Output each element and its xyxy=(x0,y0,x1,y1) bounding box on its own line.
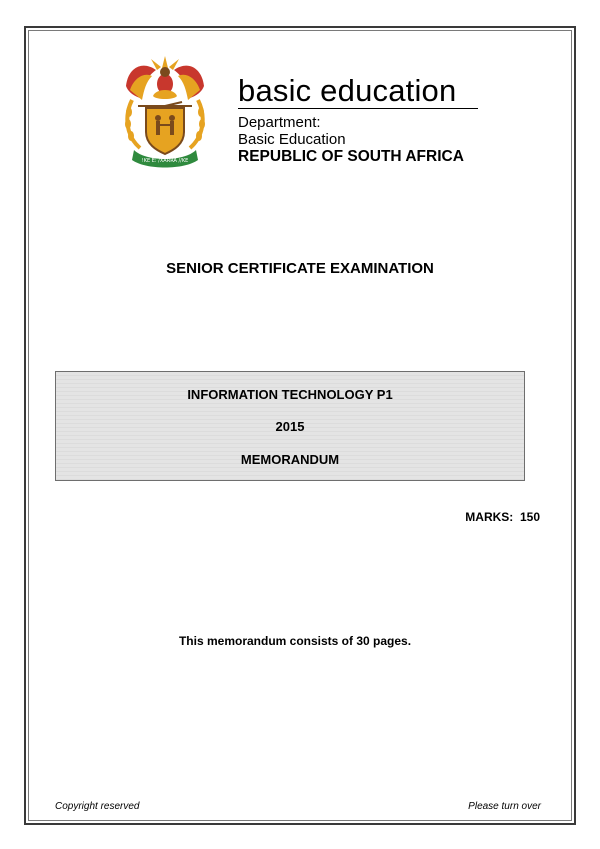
coat-of-arms-icon xyxy=(118,50,212,168)
exam-title: SENIOR CERTIFICATE EXAMINATION xyxy=(166,260,434,277)
subject-title: INFORMATION TECHNOLOGY P1 xyxy=(187,387,393,402)
marks-value: 150 xyxy=(519,510,540,524)
department-name: Basic Education xyxy=(238,131,346,148)
country-name: REPUBLIC OF SOUTH AFRICA xyxy=(238,148,464,165)
footer-turn-over: Please turn over xyxy=(468,801,541,812)
crest-motto-text: !KE E: /XARRA //KE xyxy=(141,158,189,164)
title-box xyxy=(55,371,525,481)
brand-block xyxy=(238,74,456,108)
pages-note: This memorandum consists of 30 pages. xyxy=(178,634,412,648)
exam-year: 2015 xyxy=(275,419,305,434)
marks-line xyxy=(465,510,540,524)
brand-divider xyxy=(238,108,478,109)
footer-copyright: Copyright reserved xyxy=(55,801,140,812)
brand-title: basic education xyxy=(238,73,457,108)
department-label: Department: xyxy=(238,114,321,131)
document-type: MEMORANDUM xyxy=(240,452,340,467)
marks-label: MARKS: xyxy=(465,510,514,524)
